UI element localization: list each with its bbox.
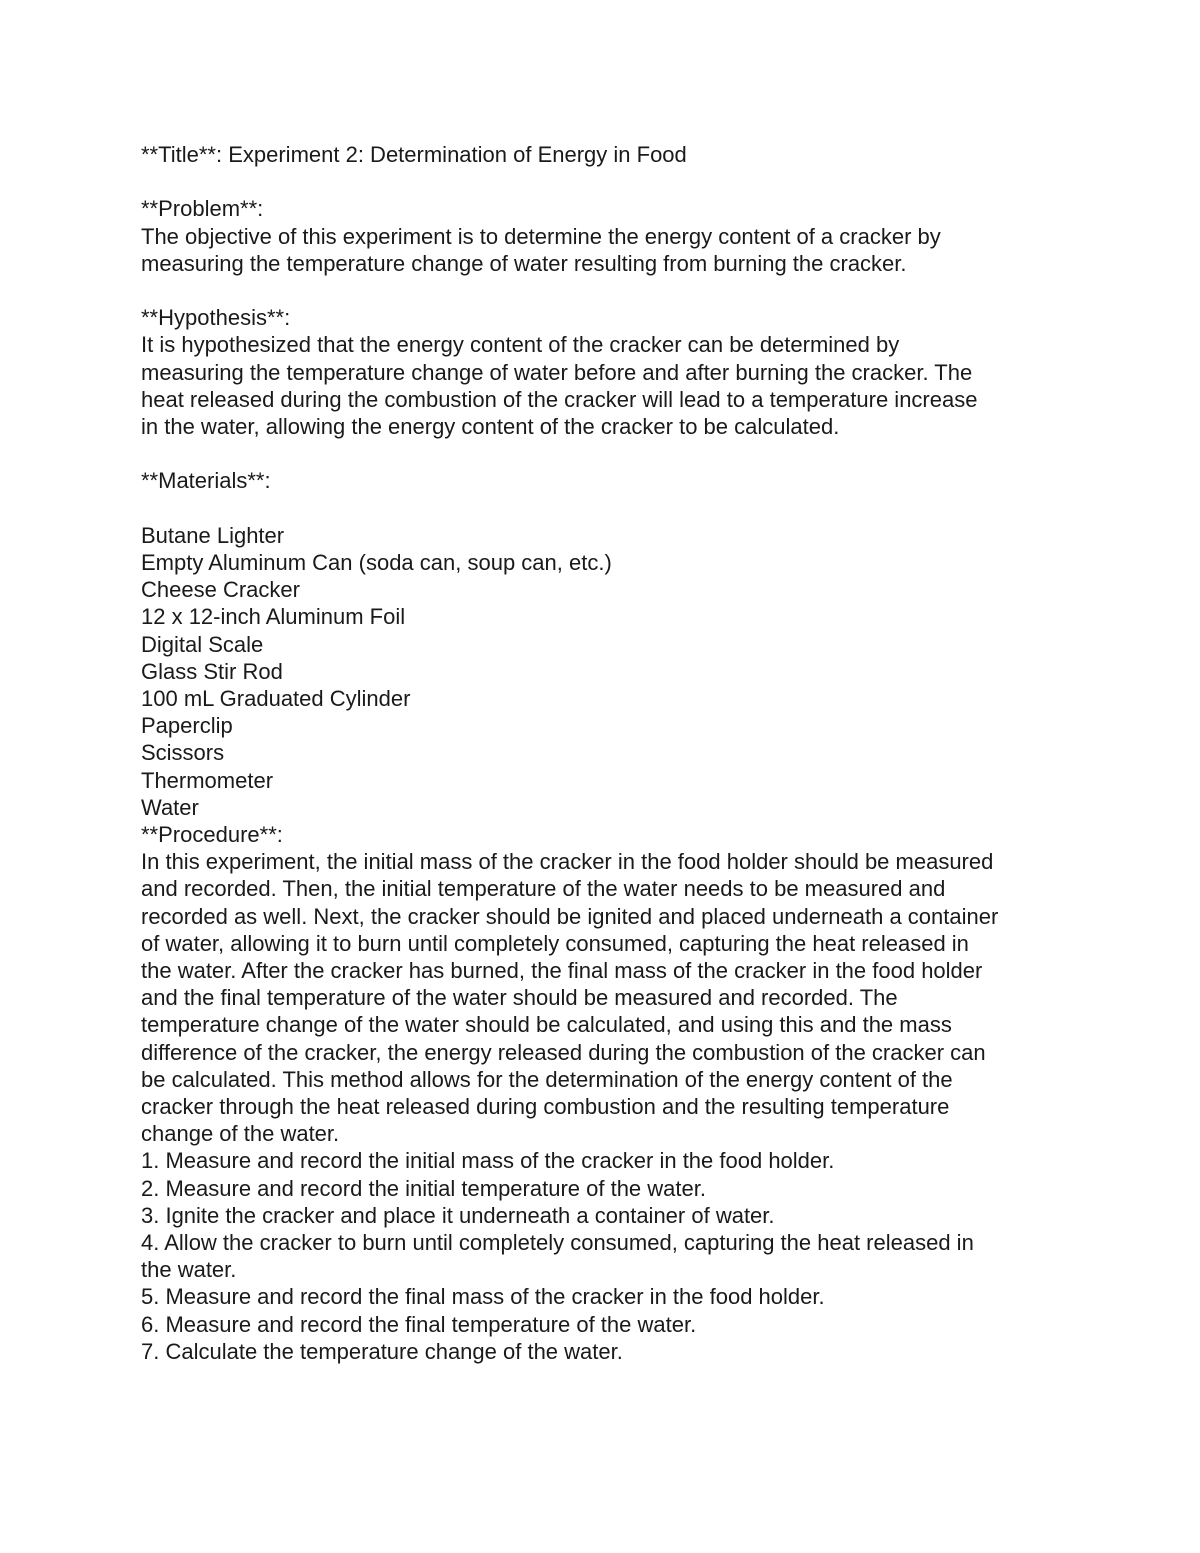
problem-line: The objective of this experiment is to determine the energy content of a cracker by [141, 223, 941, 249]
spacer [141, 168, 1071, 195]
procedure-line: difference of the cracker, the energy released during the combustion of the cracker can [141, 1039, 986, 1065]
procedure-step: 1. Measure and record the initial mass of the cracker in the food holder. [141, 1148, 835, 1174]
material-item: 100 mL Graduated Cylinder [141, 686, 411, 711]
spacer [141, 440, 1071, 467]
problem-heading: **Problem**: [141, 196, 264, 222]
material-item: Butane Lighter [141, 522, 285, 548]
procedure-line: change of the water. [141, 1121, 340, 1147]
procedure-step: 7. Calculate the temperature change of the water. [141, 1338, 623, 1364]
procedure-heading: **Procedure**: [141, 822, 283, 848]
procedure-line: In this experiment, the initial mass of the cracker in the food holder should be measured [141, 849, 994, 875]
procedure-line: temperature change of the water should be calculated, and using this and the mass [141, 1012, 952, 1038]
hypothesis-heading: **Hypothesis**: [141, 305, 291, 331]
procedure-line: and recorded. Then, the initial temperature of the water needs to be measured and [141, 876, 946, 902]
procedure-step: 5. Measure and record the final mass of the cracker in the food holder. [141, 1284, 825, 1310]
procedure-line: recorded as well. Next, the cracker should be ignited and placed underneath a container [141, 903, 999, 929]
procedure-line: cracker through the heat released during combustion and the resulting temperature [141, 1094, 950, 1120]
materials-heading: **Materials**: [141, 468, 271, 494]
procedure-line: and the final temperature of the water should be measured and recorded. The [141, 985, 898, 1011]
procedure-step: the water. [141, 1257, 237, 1283]
material-item: Digital Scale [141, 631, 264, 657]
material-item: Scissors [141, 740, 225, 766]
procedure-step: 4. Allow the cracker to burn until completely consumed, capturing the heat released in [141, 1230, 974, 1256]
hypothesis-line: in the water, allowing the energy content of the cracker to be calculated. [141, 414, 840, 439]
hypothesis-line: heat released during the combustion of the cracker will lead to a temperature increase [141, 386, 978, 412]
document-title: **Title**: Experiment 2: Determination of Energy in Food [141, 142, 687, 167]
hypothesis-line: measuring the temperature change of water before and after burning the cracker. The [141, 359, 973, 385]
procedure-step: 6. Measure and record the final temperature of the water. [141, 1311, 697, 1337]
problem-line: measuring the temperature change of water resulting from burning the cracker. [141, 250, 907, 276]
material-item: 12 x 12-inch Aluminum Foil [141, 604, 406, 630]
material-item: Water [141, 794, 199, 820]
procedure-step: 3. Ignite the cracker and place it underneath a container of water. [141, 1202, 775, 1228]
procedure-line: the water. After the cracker has burned, the final mass of the cracker in the food holder [141, 958, 983, 984]
spacer [141, 277, 1071, 304]
material-item: Glass Stir Rod [141, 658, 283, 684]
hypothesis-line: It is hypothesized that the energy content of the cracker can be determined by [141, 332, 900, 358]
procedure-step: 2. Measure and record the initial temperature of the water. [141, 1175, 706, 1201]
document-page [141, 141, 1071, 1365]
material-item: Paperclip [141, 713, 233, 739]
procedure-line: of water, allowing it to burn until completely consumed, capturing the heat released in [141, 930, 969, 956]
material-item: Thermometer [141, 767, 274, 793]
material-item: Empty Aluminum Can (soda can, soup can, etc.) [141, 549, 612, 575]
spacer [141, 495, 1071, 522]
procedure-line: be calculated. This method allows for the determination of the energy content of the [141, 1066, 953, 1092]
material-item: Cheese Cracker [141, 577, 300, 603]
